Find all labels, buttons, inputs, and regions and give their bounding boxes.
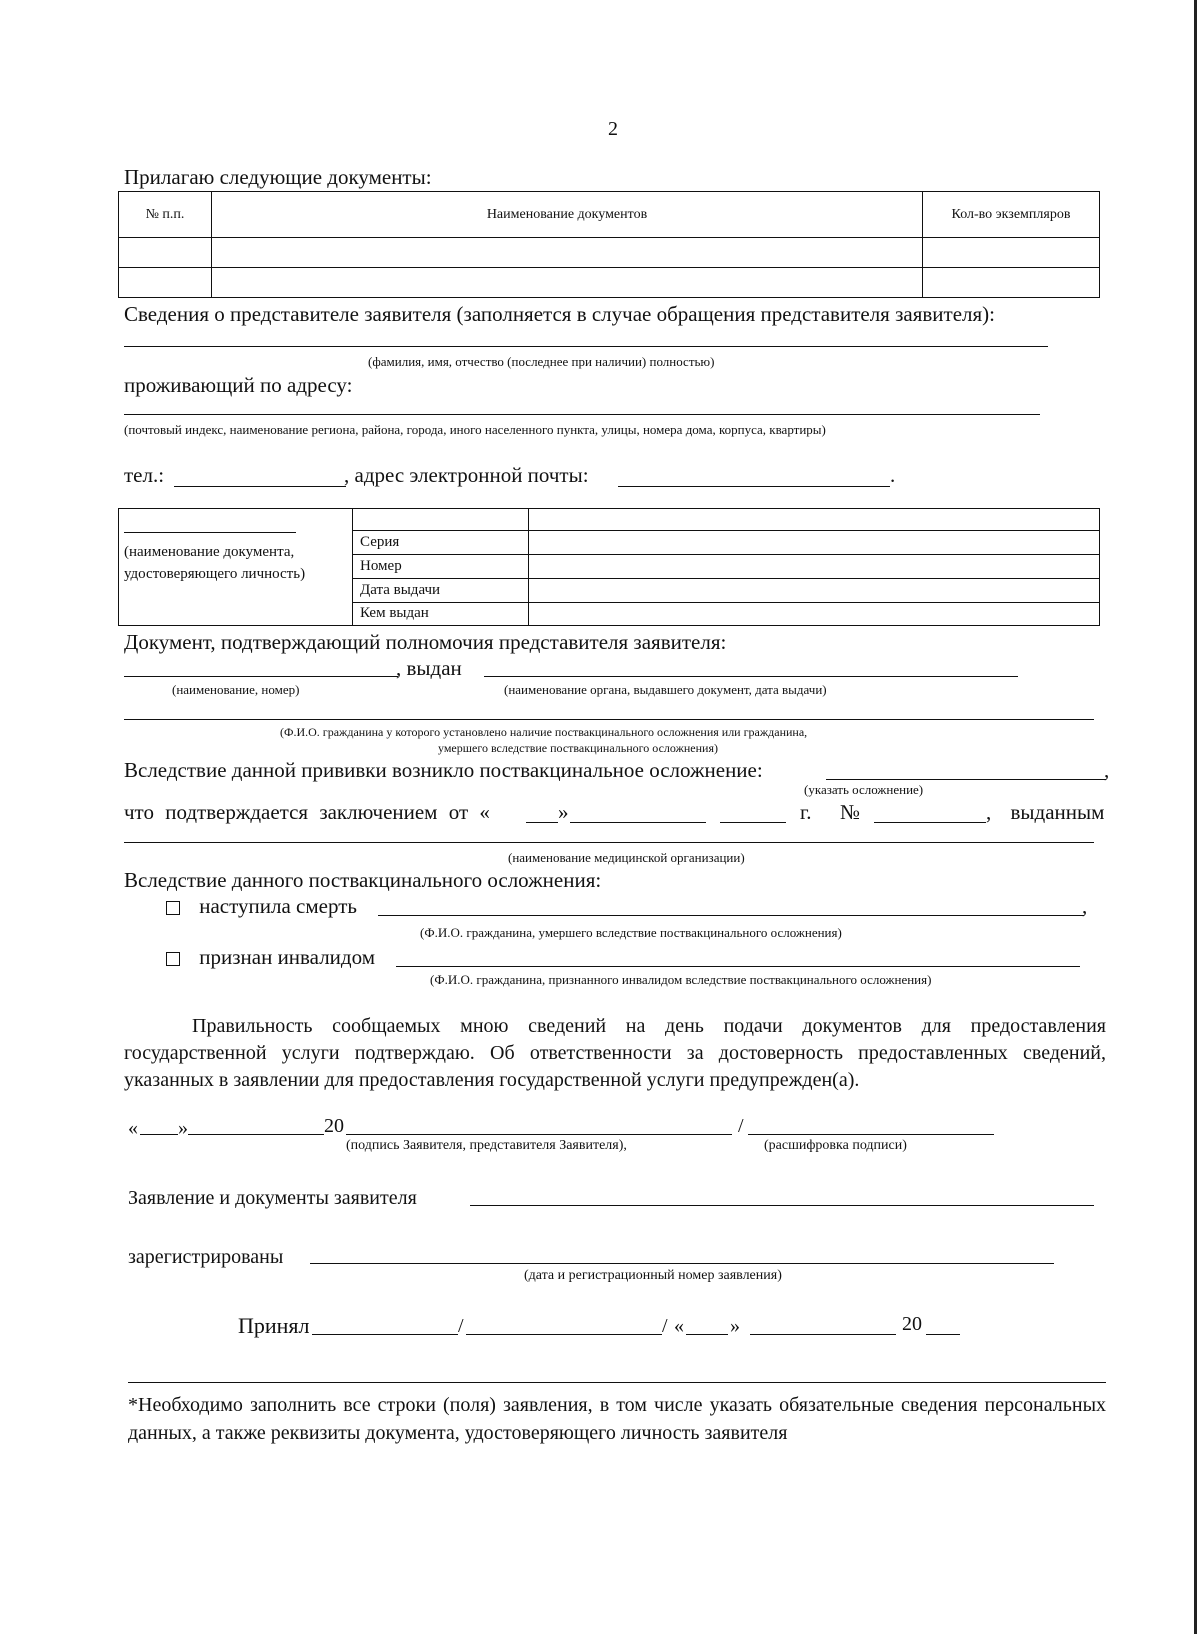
- scan-edge: [1194, 0, 1197, 1634]
- phone-label: тел.:: [124, 463, 165, 487]
- accepted-label: Принял: [238, 1313, 310, 1338]
- accepted-day-line[interactable]: [686, 1334, 728, 1335]
- id-row-line: [352, 554, 1100, 555]
- disabled-name-line[interactable]: [396, 966, 1080, 967]
- sign-caption: (подпись Заявителя, представителя Заявителя),: [346, 1138, 627, 1153]
- col-number-header: № п.п.: [119, 192, 212, 238]
- death-label: наступила смерть: [199, 894, 357, 918]
- id-document-name-line[interactable]: [124, 532, 296, 533]
- citizen-caption-1: (Ф.И.О. гражданина у которого установлено наличие поствакцинального осложнения или гражданина,: [280, 725, 808, 739]
- med-org-caption: (наименование медицинской организации): [508, 850, 745, 865]
- address-line[interactable]: [124, 414, 1040, 415]
- confirm-end: , выданным: [986, 800, 1105, 824]
- registered-label: зарегистрированы: [128, 1246, 284, 1268]
- id-divider-1: [352, 508, 353, 626]
- id-row-line: [352, 578, 1100, 579]
- complication-trail: ,: [1104, 758, 1110, 782]
- authority-org-caption: (наименование органа, выдавшего документ, дата выдачи): [504, 682, 827, 697]
- death-name-line[interactable]: [378, 915, 1084, 916]
- death-caption: (Ф.И.О. гражданина, умершего вследствие поствакцинального осложнения): [420, 925, 842, 940]
- confirm-quote-close: »: [558, 800, 569, 824]
- cell-name[interactable]: [212, 268, 923, 298]
- phone-line[interactable]: [174, 486, 346, 487]
- attach-heading: Прилагаю следующие документы:: [124, 165, 432, 189]
- id-document-caption: (наименование документа, удостоверяющего личность): [124, 544, 306, 582]
- disabled-checkbox[interactable]: [166, 952, 180, 966]
- address-caption: (почтовый индекс, наименование региона, района, города, иного населенного пункта, улицы, номера дома, корпуса, квартиры): [124, 422, 826, 437]
- sign-year: 20: [324, 1115, 344, 1137]
- registration-caption: (дата и регистрационный номер заявления): [524, 1268, 782, 1283]
- sign-quote-open: «: [128, 1117, 138, 1139]
- email-line[interactable]: [618, 486, 890, 487]
- confirm-year-line[interactable]: [720, 822, 786, 823]
- sign-slash: /: [738, 1115, 744, 1137]
- confirm-number-label: №: [840, 800, 861, 824]
- confirm-number-line[interactable]: [874, 822, 986, 823]
- authority-name-caption: (наименование, номер): [172, 682, 300, 697]
- consequence-heading: Вследствие данного поствакцинального осложнения:: [124, 868, 602, 892]
- sign-month-line[interactable]: [188, 1134, 324, 1135]
- accepted-quote-close: »: [730, 1315, 740, 1337]
- cell-number[interactable]: [119, 238, 212, 268]
- docs-line[interactable]: [470, 1205, 1094, 1206]
- death-trail: ,: [1082, 894, 1088, 918]
- col-name-header: Наименование документов: [212, 192, 923, 238]
- complication-text: Вследствие данной прививки возникло поствакцинальное осложнение:: [124, 758, 763, 782]
- accepted-year-line[interactable]: [926, 1334, 960, 1335]
- authority-heading: Документ, подтверждающий полномочия представителя заявителя:: [124, 630, 727, 654]
- footnote: *Необходимо заполнить все строки (поля) заявления, в том числе указать обязательные сведения персональных данных, а также реквизиты документа, удостоверяющего личность заявителя: [128, 1394, 1106, 1444]
- representative-name-line[interactable]: [124, 346, 1048, 347]
- death-checkbox[interactable]: [166, 901, 180, 915]
- confirm-year-label: г.: [800, 800, 812, 824]
- id-divider-2: [528, 508, 529, 626]
- id-field-date: Дата выдачи: [360, 582, 441, 598]
- docs-label: Заявление и документы заявителя: [128, 1187, 417, 1209]
- authority-name-line[interactable]: [124, 676, 398, 677]
- decode-line[interactable]: [748, 1134, 994, 1135]
- sign-quote-close: »: [178, 1117, 188, 1139]
- representative-heading: Сведения о представителе заявителя (заполняется в случае обращения представителя заявителя):: [124, 302, 995, 326]
- disabled-label: признан инвалидом: [199, 945, 375, 969]
- footnote-separator: [128, 1382, 1106, 1383]
- cell-count[interactable]: [923, 238, 1100, 268]
- accepted-year: 20: [902, 1313, 922, 1335]
- citizen-caption-2: умершего вследствие поствакцинального осложнения): [438, 741, 718, 755]
- email-label: , адрес электронной почты:: [344, 463, 589, 487]
- complication-caption: (указать осложнение): [804, 782, 924, 797]
- accepted-month-line[interactable]: [750, 1334, 896, 1335]
- id-field-issuer: Кем выдан: [360, 605, 429, 621]
- authority-issued-label: , выдан: [396, 656, 462, 680]
- confirm-text: что подтверждается заключением от «: [124, 800, 490, 824]
- accepted-decode-line[interactable]: [466, 1334, 662, 1335]
- accepted-slash-2: /: [662, 1315, 668, 1337]
- authority-org-line[interactable]: [484, 676, 1018, 677]
- declaration-text: Правильность сообщаемых мною сведений на день подачи документов для предоставления государственной услуги подтверждаю. Об ответственности за достоверность предоставленных сведений, указанных в заявлении для предоставления государственной услуги предупрежден(а).: [124, 1015, 1106, 1091]
- med-org-line[interactable]: [124, 842, 1094, 843]
- id-field-number: Номер: [360, 558, 402, 574]
- page-number: 2: [608, 118, 618, 140]
- documents-table: [118, 191, 1100, 298]
- accepted-quote-open: «: [674, 1315, 684, 1337]
- id-row-line: [352, 602, 1100, 603]
- id-field-series: Серия: [360, 534, 400, 550]
- address-label: проживающий по адресу:: [124, 373, 353, 397]
- sign-day-line[interactable]: [140, 1134, 178, 1135]
- decode-caption: (расшифровка подписи): [764, 1138, 907, 1153]
- registered-line[interactable]: [310, 1263, 1054, 1264]
- table-row: [119, 238, 1100, 268]
- cell-count[interactable]: [923, 268, 1100, 298]
- cell-number[interactable]: [119, 268, 212, 298]
- signature-line[interactable]: [346, 1134, 732, 1135]
- col-count-header: Кол-во экземпляров: [923, 192, 1100, 238]
- cell-name[interactable]: [212, 238, 923, 268]
- accepted-slash-1: /: [458, 1315, 464, 1337]
- id-row-line: [352, 530, 1100, 531]
- table-row: [119, 268, 1100, 298]
- documents-table-header: [119, 192, 1100, 238]
- accepted-name-line[interactable]: [312, 1334, 458, 1335]
- disabled-caption: (Ф.И.О. гражданина, признанного инвалидом вследствие поствакцинального осложнения): [430, 972, 932, 987]
- confirm-day-line[interactable]: [526, 822, 558, 823]
- complication-line[interactable]: [826, 779, 1106, 780]
- confirm-month-line[interactable]: [570, 822, 706, 823]
- email-end: .: [890, 463, 896, 487]
- citizen-name-line[interactable]: [124, 719, 1094, 720]
- representative-name-caption: (фамилия, имя, отчество (последнее при наличии) полностью): [368, 354, 715, 369]
